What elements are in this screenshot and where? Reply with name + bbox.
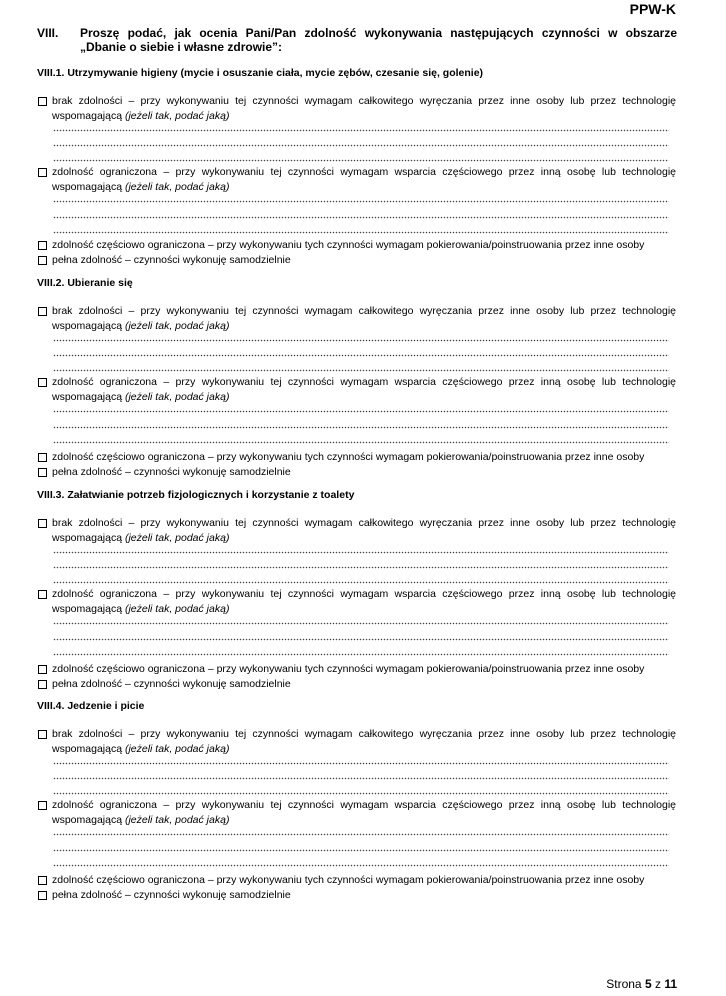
answer-line[interactable]: [53, 762, 669, 765]
option-note: (jeżeli tak, podać jaką): [124, 391, 230, 403]
option-label: zdolność częściowo ograniczona – przy wykonywaniu tych czynności wymagam pokierowania/poinstruowania przez inne osoby: [52, 239, 645, 251]
checkbox[interactable]: [38, 241, 47, 250]
checkbox[interactable]: [38, 519, 47, 528]
answer-line[interactable]: [53, 339, 669, 342]
checkbox[interactable]: [38, 97, 47, 106]
option-label: zdolność ograniczona – przy wykonywaniu tej czynności wymagam wsparcia częściowego przez inną osobę lub technologię wspomagającą: [52, 376, 676, 403]
answer-line[interactable]: [53, 144, 669, 147]
option-label: zdolność ograniczona – przy wykonywaniu tej czynności wymagam wsparcia częściowego przez inną osobę lub technologię wspomagającą: [52, 799, 676, 826]
main-heading-text: Proszę podać, jak ocenia Pani/Pan zdolność wykonywania następujących czynności w obszarze „Dbanie o siebie i własne zdrowie”:: [80, 26, 677, 54]
option-label: zdolność częściowo ograniczona – przy wykonywaniu tych czynności wymagam pokierowania/poinstruowania przez inne osoby: [52, 874, 645, 886]
option-label: brak zdolności – przy wykonywaniu tej czynności wymagam całkowitego wyręczania przez inne osoby lub przez technologię wspomagającą: [52, 517, 676, 544]
checkbox[interactable]: [38, 801, 47, 810]
checkbox[interactable]: [38, 256, 47, 265]
option-full: [37, 253, 677, 268]
option-no-ability: [37, 304, 677, 334]
option-limited: [37, 375, 677, 405]
checkbox[interactable]: [38, 680, 47, 689]
section-hygiene: [37, 67, 677, 266]
answer-line[interactable]: [53, 216, 669, 219]
checkbox[interactable]: [38, 730, 47, 739]
page-number: [606, 977, 677, 991]
option-limited: [37, 798, 677, 828]
current-page: 5: [644, 977, 652, 991]
section-title: VIII.2. Ubieranie się: [37, 277, 133, 289]
answer-line[interactable]: [53, 159, 669, 162]
option-label: zdolność ograniczona – przy wykonywaniu tej czynności wymagam wsparcia częściowego przez inną osobę lub technologię wspomagającą: [52, 588, 676, 615]
option-note: (jeżeli tak, podać jaką): [124, 110, 230, 122]
option-no-ability: [37, 516, 677, 546]
option-note: (jeżeli tak, podać jaką): [124, 814, 230, 826]
answer-line[interactable]: [53, 581, 669, 584]
answer-line[interactable]: [53, 410, 669, 413]
checkbox[interactable]: [38, 378, 47, 387]
answer-line[interactable]: [53, 566, 669, 569]
checkbox[interactable]: [38, 876, 47, 885]
answer-line[interactable]: [53, 849, 669, 852]
option-label: zdolność częściowo ograniczona – przy wykonywaniu tych czynności wymagam pokierowania/poinstruowania przez inne osoby: [52, 451, 645, 463]
answer-line[interactable]: [53, 231, 669, 234]
answer-line[interactable]: [53, 426, 669, 429]
option-label: pełna zdolność – czynności wykonuję samodzielnie: [52, 254, 291, 266]
section-title: VIII.3. Załatwianie potrzeb fizjologicznych i korzystanie z toalety: [37, 489, 355, 501]
option-limited: [37, 165, 677, 195]
answer-line[interactable]: [53, 551, 669, 554]
answer-line[interactable]: [53, 354, 669, 357]
answer-line[interactable]: [53, 200, 669, 203]
answer-line[interactable]: [53, 653, 669, 656]
option-note: (jeżeli tak, podać jaką): [124, 743, 230, 755]
option-note: (jeżeli tak, podać jaką): [124, 181, 230, 193]
option-label: pełna zdolność – czynności wykonuję samodzielnie: [52, 678, 291, 690]
main-heading-number: VIII.: [37, 26, 59, 40]
option-label: zdolność częściowo ograniczona – przy wykonywaniu tych czynności wymagam pokierowania/poinstruowania przez inne osoby: [52, 663, 645, 675]
option-label: brak zdolności – przy wykonywaniu tej czynności wymagam całkowitego wyręczania przez inne osoby lub przez technologię wspomagającą: [52, 305, 676, 332]
section-toilet: [37, 489, 677, 690]
checkbox[interactable]: [38, 307, 47, 316]
page-label: Strona: [606, 977, 642, 991]
checkbox[interactable]: [38, 590, 47, 599]
option-partially-limited: [37, 662, 677, 677]
option-label: pełna zdolność – czynności wykonuję samodzielnie: [52, 466, 291, 478]
checkbox[interactable]: [38, 468, 47, 477]
answer-line[interactable]: [53, 622, 669, 625]
option-partially-limited: [37, 873, 677, 888]
section-title: VIII.1. Utrzymywanie higieny (mycie i osuszanie ciała, mycie zębów, czesanie się, golenie): [37, 67, 484, 79]
option-limited: [37, 587, 677, 617]
option-no-ability: [37, 727, 677, 757]
section-dressing: [37, 277, 677, 478]
form-code: PPW-K: [629, 1, 676, 17]
page-separator: z: [654, 977, 661, 991]
option-partially-limited: [37, 450, 677, 465]
option-note: (jeżeli tak, podać jaką): [124, 320, 230, 332]
section-eating: [37, 700, 677, 901]
answer-line[interactable]: [53, 638, 669, 641]
option-label: brak zdolności – przy wykonywaniu tej czynności wymagam całkowitego wyręczania przez inne osoby lub przez technologię wspomagającą: [52, 95, 676, 122]
answer-line[interactable]: [53, 864, 669, 867]
option-note: (jeżeli tak, podać jaką): [124, 603, 230, 615]
checkbox[interactable]: [38, 168, 47, 177]
answer-line[interactable]: [53, 441, 669, 444]
answer-line[interactable]: [53, 792, 669, 795]
option-no-ability: [37, 94, 677, 124]
option-note: (jeżeli tak, podać jaką): [124, 532, 230, 544]
option-full: [37, 465, 677, 480]
total-pages: 11: [664, 977, 677, 991]
option-full: [37, 677, 677, 692]
option-full: [37, 888, 677, 903]
checkbox[interactable]: [38, 665, 47, 674]
option-partially-limited: [37, 238, 677, 253]
section-title: VIII.4. Jedzenie i picie: [37, 700, 145, 712]
answer-line[interactable]: [53, 129, 669, 132]
answer-line[interactable]: [53, 777, 669, 780]
answer-line[interactable]: [53, 369, 669, 372]
option-label: zdolność ograniczona – przy wykonywaniu tej czynności wymagam wsparcia częściowego przez inną osobę lub technologię wspomagającą: [52, 166, 676, 193]
checkbox[interactable]: [38, 453, 47, 462]
option-label: brak zdolności – przy wykonywaniu tej czynności wymagam całkowitego wyręczania przez inne osoby lub przez technologię wspomagającą: [52, 728, 676, 755]
option-label: pełna zdolność – czynności wykonuję samodzielnie: [52, 889, 291, 901]
answer-line[interactable]: [53, 833, 669, 836]
checkbox[interactable]: [38, 891, 47, 900]
